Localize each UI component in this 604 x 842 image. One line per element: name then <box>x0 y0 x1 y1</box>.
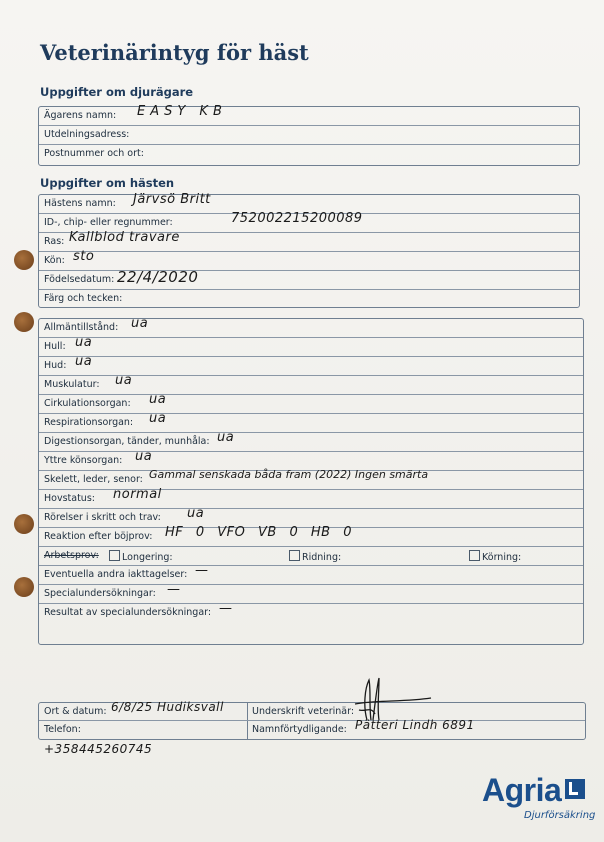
ridning-checkbox[interactable] <box>289 550 300 561</box>
exam-value: ua <box>135 449 153 464</box>
binder-hole <box>14 250 34 270</box>
brand-tagline: Djurförsäkring <box>524 810 596 821</box>
arbetsprov-row <box>39 547 583 566</box>
exam-value: ua <box>149 392 167 407</box>
exam-row[interactable] <box>39 487 583 509</box>
owner-postal-row[interactable] <box>39 145 579 163</box>
exam-value: ua <box>217 430 235 445</box>
longering-checkbox[interactable] <box>109 550 120 561</box>
field-label: ID-, chip- eller regnummer: <box>44 217 173 228</box>
field-label: Färg och tecken: <box>44 293 123 304</box>
field-label: Eventuella andra iakttagelser: <box>44 569 188 580</box>
field-label: Yttre könsorgan: <box>44 455 123 466</box>
arbetsprov-label: Arbetsprov: <box>44 550 99 561</box>
exam-value: HF 0 VFO VB 0 HB 0 <box>165 525 352 540</box>
exam-row[interactable] <box>39 335 583 357</box>
exam-value: ua <box>75 335 93 350</box>
signature-box <box>38 702 586 740</box>
place-phone-cell <box>39 700 248 739</box>
field-label: Hud: <box>44 360 67 371</box>
korning-checkbox[interactable] <box>469 550 480 561</box>
phone-row[interactable] <box>39 721 247 738</box>
longering-label: Longering: <box>122 552 173 563</box>
field-label: Ras: <box>44 236 65 247</box>
field-label: Hästens namn: <box>44 198 116 209</box>
page-title: Veterinärintyg för häst <box>40 40 309 65</box>
owner-address-row[interactable] <box>39 126 579 145</box>
exam-row[interactable] <box>39 411 583 433</box>
exam-row[interactable] <box>39 373 583 395</box>
field-label: Underskrift veterinär: <box>252 706 355 717</box>
field-label: Ägarens namn: <box>44 110 117 121</box>
place-date-value: 6/8/25 Hudiksvall <box>111 700 224 714</box>
exam-row[interactable] <box>39 316 583 338</box>
exam-value: ua <box>131 316 149 331</box>
ridning-label: Ridning: <box>302 552 342 563</box>
exam-value: Gammal senskada båda fram (2022) Ingen smärta <box>149 468 429 481</box>
horse-color-row[interactable] <box>39 290 579 308</box>
place-date-row[interactable] <box>39 700 247 721</box>
binder-hole <box>14 514 34 534</box>
field-label: Respirationsorgan: <box>44 417 134 428</box>
field-label: Skelett, leder, senor: <box>44 474 143 485</box>
horse-name-value: Järvsö Britt <box>133 192 211 207</box>
field-label: Digestionsorgan, tänder, munhåla: <box>44 436 210 447</box>
field-label: Ort & datum: <box>44 706 107 717</box>
exam-value: — <box>195 563 209 578</box>
binder-hole <box>14 312 34 332</box>
phone-value: +358445260745 <box>44 742 153 756</box>
exam-extra-row[interactable] <box>39 582 583 604</box>
exam-extra-row[interactable] <box>39 601 583 642</box>
korning-option[interactable] <box>467 550 521 563</box>
horse-breed-row[interactable] <box>39 230 579 252</box>
exam-value: — <box>219 601 233 616</box>
exam-value: — <box>167 582 181 597</box>
longering-option[interactable] <box>107 550 173 563</box>
horse-box <box>38 194 580 308</box>
field-label: Specialundersökningar: <box>44 588 156 599</box>
vet-signature-scribble <box>345 676 435 724</box>
brand-name: Agria <box>482 772 562 808</box>
logo-mark-icon <box>565 779 585 799</box>
field-label: Telefon: <box>44 724 81 735</box>
owner-heading: Uppgifter om djurägare <box>40 85 194 99</box>
field-label: Hull: <box>44 341 66 352</box>
exam-value: ua <box>149 411 167 426</box>
field-label: Kön: <box>44 255 65 266</box>
owner-name-row[interactable] <box>39 104 579 126</box>
horse-id-value: 752002215200089 <box>231 211 363 226</box>
owner-box <box>38 106 580 166</box>
ridning-option[interactable] <box>287 550 341 563</box>
field-label: Reaktion efter böjprov: <box>44 531 153 542</box>
agria-logo <box>482 772 585 809</box>
horse-birthdate-row[interactable] <box>39 268 579 290</box>
field-label: Muskulatur: <box>44 379 100 390</box>
exam-value: ua <box>75 354 93 369</box>
field-label: Resultat av specialundersökningar: <box>44 607 212 618</box>
field-label: Utdelningsadress: <box>44 129 130 140</box>
field-label: Allmäntillstånd: <box>44 322 119 333</box>
exam-row[interactable] <box>39 392 583 414</box>
field-label: Hovstatus: <box>44 493 95 504</box>
horse-sex-value: sto <box>73 249 95 264</box>
binder-hole <box>14 577 34 597</box>
horse-breed-value: Kallblod travare <box>69 230 180 245</box>
horse-heading: Uppgifter om hästen <box>40 176 175 190</box>
field-label: Cirkulationsorgan: <box>44 398 131 409</box>
owner-name-value: EASY KB <box>137 104 227 119</box>
korning-label: Körning: <box>482 552 522 563</box>
exam-extra-row[interactable] <box>39 563 583 585</box>
exam-box <box>38 318 584 645</box>
horse-birthdate-value: 22/4/2020 <box>117 268 199 286</box>
field-label: Namnförtydligande: <box>252 724 347 735</box>
vet-name-value: Pätteri Lindh 6891 <box>355 718 475 732</box>
field-label: Födelsedatum: <box>44 274 115 285</box>
exam-row[interactable] <box>39 525 583 547</box>
exam-value: ua <box>115 373 133 388</box>
exam-value: ua <box>187 506 205 521</box>
field-label: Rörelser i skritt och trav: <box>44 512 161 523</box>
exam-value: normal <box>113 487 162 502</box>
exam-row[interactable] <box>39 430 583 452</box>
field-label: Postnummer och ort: <box>44 148 144 159</box>
